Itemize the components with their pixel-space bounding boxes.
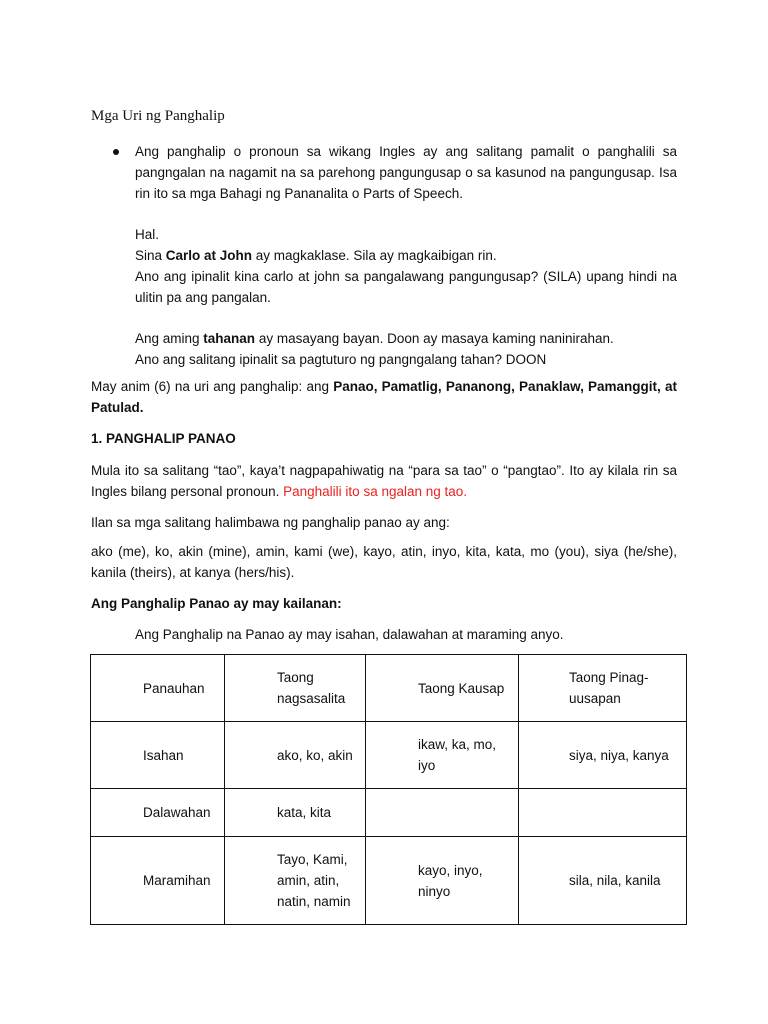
table-cell: Tayo, Kami, amin, atin, natin, namin [225,837,366,925]
example-2-noun: tahanan [203,331,256,346]
table-header-cell: Taong nagsasalita [225,655,366,722]
table-cell: siya, niya, kanya [519,722,687,789]
example-label: Hal. [135,227,160,242]
table-cell: kata, kita [225,789,366,837]
panao-highlight: Panghalili ito sa ngalan ng tao. [283,484,468,499]
intro-bullet [91,141,677,370]
table-cell: kayo, inyo, ninyo [366,837,519,925]
table-header-cell: Panauhan [91,655,225,722]
example-2-question: Ano ang salitang ipinalit sa pagtuturo ng pangngalang tahan? DOON [135,352,547,367]
bullet-dot-icon [113,149,119,155]
types-paragraph: May anim (6) na uri ang panghalip: ang Panao, Pamatlig, Pananong, Panaklaw, Pamanggit, at Patulad. [91,379,677,415]
types-list: Panao, Pamatlig, Pananong, Panaklaw, Pamanggit, at Patulad. [91,379,677,415]
table-header-cell: Taong Kausap [366,655,519,722]
table-cell: sila, nila, kanila [519,837,687,925]
table-row [91,722,687,789]
examples-list: ako (me), ko, akin (mine), amin, kami (we), kayo, atin, inyo, kita, kata, mo (you), siya (he/she), kanila (theirs), at kanya (hers/his). [91,544,677,580]
kailanan-heading: Ang Panghalip Panao ay may kailanan: [91,596,342,611]
example-1: Sina Carlo at John ay magkaklase. Sila ay magkaibigan rin. [135,248,497,263]
table-header-cell: Taong Pinag-uusapan [519,655,687,722]
table-header-row [91,655,687,722]
table-cell: Dalawahan [91,789,225,837]
table-cell: Maramihan [91,837,225,925]
intro-body [135,141,677,370]
kailanan-description: Ang Panghalip na Panao ay may isahan, dalawahan at maraming anyo. [135,627,564,642]
table-cell [519,789,687,837]
table-cell: ikaw, ka, mo, iyo [366,722,519,789]
example-1-subject: Carlo at John [165,248,253,263]
table-cell: Isahan [91,722,225,789]
panao-table [90,654,687,925]
panao-description: Mula ito sa salitang “tao”, kaya’t nagpapahiwatig na “para sa tao” o “pangtao”. Ito ay kilala rin sa Ingles bilang personal pronoun. Panghalili ito sa ngalan ng tao. [91,463,677,499]
example-2: Ang aming tahanan ay masayang bayan. Doon ay masaya kaming naninirahan. [135,331,614,346]
document-title: Mga Uri ng Panghalip [91,108,225,124]
table-cell: ako, ko, akin [225,722,366,789]
intro-text: Ang panghalip o pronoun sa wikang Ingles ay ang salitang pamalit o panghalili sa pangngalan na nagamit na sa parehong pangungusap o sa kasunod na pangungusap. Isa rin ito sa mga Bahagi ng Pananalita o Parts of Speech. [135,144,677,201]
table-row [91,789,687,837]
table-row [91,837,687,925]
section-heading-panao: 1. PANGHALIP PANAO [91,431,236,446]
example-1-question: Ano ang ipinalit kina carlo at john sa pangalawang pangungusap? (SILA) upang hindi na ulitin pa ang pangalan. [135,269,677,305]
examples-intro: Ilan sa mga salitang halimbawa ng panghalip panao ay ang: [91,515,450,530]
table-cell [366,789,519,837]
